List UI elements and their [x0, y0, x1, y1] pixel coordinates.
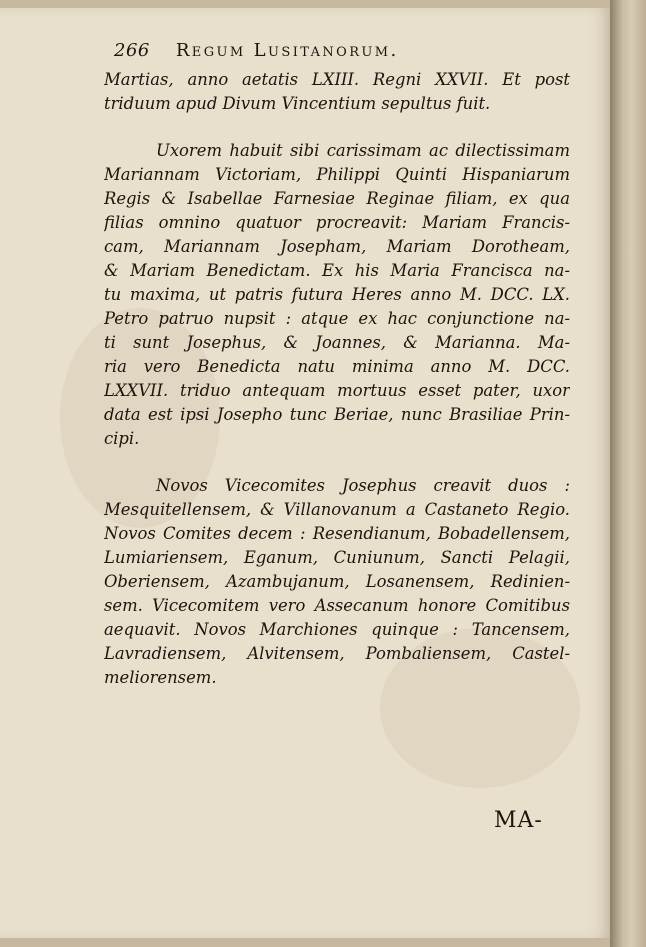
text-line: Martias, anno aetatis LXIII. Regni XXVII. Et post	[104, 70, 570, 89]
running-title: Regum Lusitanorum.	[175, 40, 399, 61]
text-line: Lumiariensem, Eganum, Cuniunum, Sancti Pelagii,	[104, 548, 570, 567]
text-line: cam, Mariannam Josepham, Mariam Dorotheam,	[104, 237, 570, 256]
text-line: Mesquitellensem, & Villanovanum a Castaneto Regio.	[104, 500, 570, 519]
text-line: ti sunt Josephus, & Joannes, & Marianna. Ma-	[104, 333, 570, 352]
paragraph-2	[104, 139, 570, 451]
page-number: 266	[114, 40, 150, 61]
text-line: Novos Comites decem : Resendianum, Bobadellensem,	[104, 524, 570, 543]
text-line: & Mariam Benedictam. Ex his Maria Francisca na-	[104, 261, 570, 280]
catchword: MA-	[494, 808, 543, 833]
paragraph-1	[104, 68, 570, 116]
next-page-edge	[610, 0, 646, 947]
text-line: filias omnino quatuor procreavit: Mariam Francis-	[104, 213, 570, 232]
text-line: sem. Vicecomitem vero Assecanum honore Comitibus	[104, 596, 570, 615]
text-line: Mariannam Victoriam, Philippi Quinti Hispaniarum	[104, 165, 570, 184]
text-line: Uxorem habuit sibi carissimam ac dilectissimam	[156, 141, 570, 160]
text-line: data est ipsi Josepho tunc Beriae, nunc Brasiliae Prin-	[104, 405, 570, 424]
paragraph-3	[104, 474, 570, 690]
text-line: cipi.	[104, 429, 140, 448]
text-line: Regis & Isabellae Farnesiae Reginae filiam, ex qua	[104, 189, 570, 208]
text-line: ria vero Benedicta natu minima anno M. DCC.	[104, 357, 570, 376]
text-line: Lavradiensem, Alvitensem, Pombaliensem, Castel-	[104, 644, 570, 663]
text-line: LXXVII. triduo antequam mortuus esset pater, uxor	[104, 381, 570, 400]
text-line: Novos Vicecomites Josephus creavit duos :	[156, 476, 570, 495]
text-line: aequavit. Novos Marchiones quinque : Tancensem,	[104, 620, 570, 639]
page-text	[104, 40, 570, 690]
running-header	[104, 40, 570, 68]
text-line: tu maxima, ut patris futura Heres anno M. DCC. LX.	[104, 285, 570, 304]
text-line: meliorensem.	[104, 668, 217, 687]
text-line: triduum apud Divum Vincentium sepultus fuit.	[104, 94, 491, 113]
text-line: Petro patruo nupsit : atque ex hac conjunctione na-	[104, 309, 570, 328]
text-line: Oberiensem, Azambujanum, Losanensem, Redinien-	[104, 572, 570, 591]
